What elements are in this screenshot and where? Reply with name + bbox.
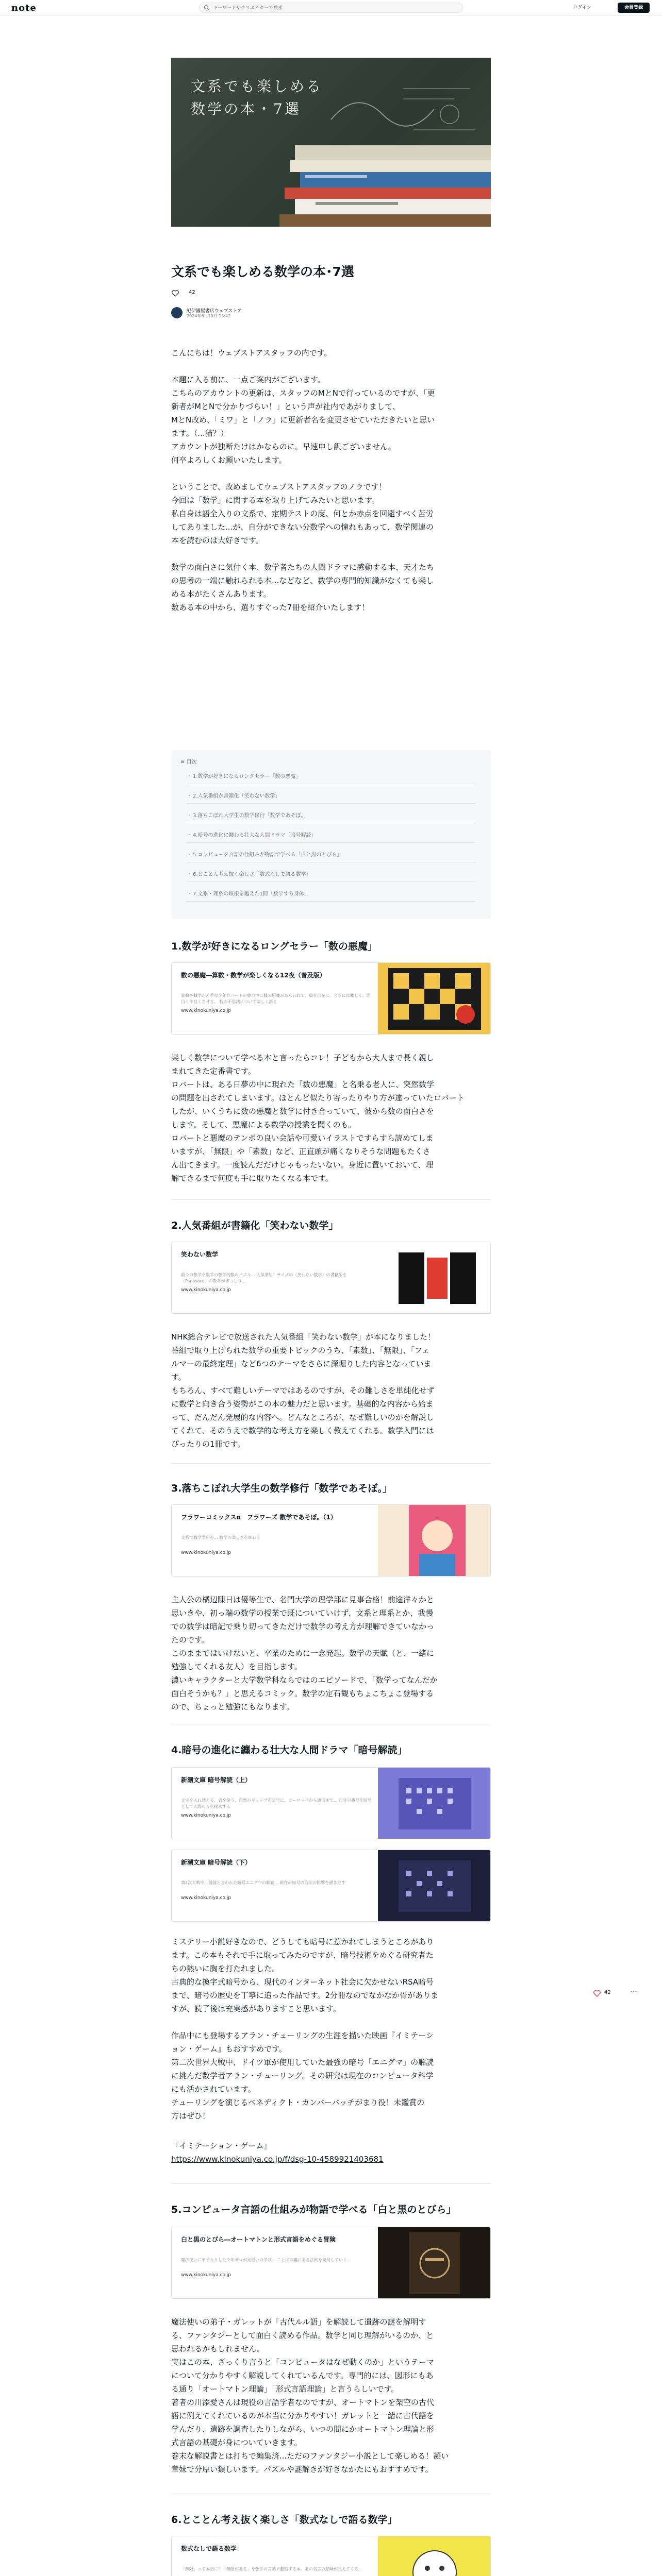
card-domain: www.kinokuniya.co.jp xyxy=(181,1895,231,1901)
text-line: ます。この本もそれで手に取ってみたのですが、暗号技術をめぐる研究者た xyxy=(171,1951,434,1960)
book-cover-image xyxy=(378,1768,491,1839)
book-cover-image xyxy=(378,1242,491,1314)
card-title[interactable]: 白と黒のとびら―オートマトンと形式言語をめぐる冒険 xyxy=(181,2236,336,2243)
hero-title-line2: 数学の本・7選 xyxy=(191,100,301,117)
text-line: ロバートと悪魔のテンポの良い会話や可愛いイラストですらすら読めてしま xyxy=(171,1133,434,1143)
hero-title-line1: 文系でも楽しめる xyxy=(191,78,323,95)
text-line: まで、暗号の歴史を丁寧に追った作品です。2分冊なのでなかなか骨がありま xyxy=(171,1991,439,2000)
text-line: ます。（...猫？） xyxy=(171,429,228,438)
book-link-card[interactable] xyxy=(171,1242,491,1314)
heart-icon[interactable] xyxy=(593,1989,601,1997)
text-line: る、ファンタジーとして面白く読める作品。数学と同じ理解がいるのか、と xyxy=(171,2331,434,2340)
like-count: 42 xyxy=(604,1990,611,1995)
text-line: 何卒よろしくお願いいたします。 xyxy=(171,455,287,465)
book-link-card[interactable] xyxy=(171,2227,491,2299)
text-line: 語に例えてくれているのが本当に分かりやすい！ガレットと一緒に古代語を xyxy=(171,2411,434,2420)
movie-link[interactable]: https://www.kinokuniya.co.jp/f/dsg-10-4589921403681 xyxy=(171,2155,384,2164)
toc-item[interactable]: ・ 4.暗号の進化に纏わる壮大な人間ドラマ「暗号解読」 xyxy=(187,829,475,843)
card-description: 魔法使いに弟子入りした少年ガロが見習いの学び... ことばの裏にある法則を発見していく... xyxy=(181,2258,351,2262)
text-line: にも活かされています。 xyxy=(171,2084,256,2094)
section-body-1 xyxy=(171,1051,491,1185)
text-line: 学んだり、遺跡を調査したりしながら、いつの間にかオートマトン理論と形 xyxy=(171,2425,435,2434)
post-date: 2024年6月10日 13:42 xyxy=(187,314,231,318)
text-line: チューリングを演じるベネディクト・カンバーバッチがまり役！未鑑賞の xyxy=(171,2098,425,2107)
text-line: もちろん、すべて難しいテーマではあるのですが、その難しさを単純化せず xyxy=(171,1386,435,1395)
divider xyxy=(171,2183,491,2184)
text-line: る通り「オートマトン理論」「形式言語理論」と言うらしいです。 xyxy=(171,2384,399,2394)
text-line: ョン・ゲーム』もおすすめです。 xyxy=(171,2044,287,2054)
movie-title: 『イミテーション・ゲーム』 xyxy=(171,2141,272,2150)
text-line: 章妹で分厚い類しいます。パズルや謎解きが好きなかたにもおすすめです。 xyxy=(171,2465,433,2474)
text-line xyxy=(171,547,491,561)
card-description: 最小の数学を数学の数学的数のパズル... 人気番組！サイズの〈笑わない数学〉の書籍版を〈Panasaco〉の数学がぎっしり... xyxy=(181,1273,347,1283)
chalk-formula-graphic xyxy=(326,78,481,140)
divider xyxy=(171,1199,491,1200)
text-line: 解できるまで何度も手に取りたくなる本です。 xyxy=(171,1174,333,1183)
text-line: てくれて、そのうえで数学的な考え方を楽しく教えてくれる。数学入門には xyxy=(171,1426,434,1435)
text-line: このままではいけないと、卒業のために一念発起。数学の天賦（と、一緒に xyxy=(171,1649,435,1658)
text-line: の思考の一端に触れられる本...などなど、数学の専門的知識がなくても楽し xyxy=(171,576,434,585)
text-line: 本題に入る前に、一点ご案内がございます。 xyxy=(171,375,325,384)
text-line: してありました...が、自分ができない分数学への憧れもあって、数学関連の xyxy=(171,522,434,532)
book-cover-image xyxy=(378,1505,491,1577)
text-line: たのです。 xyxy=(171,1635,209,1645)
login-button[interactable]: ログイン xyxy=(573,5,591,10)
text-line xyxy=(171,360,491,373)
text-line: NHK総合テレビで放送された人気番組「笑わない数学」が本になりました！ xyxy=(171,1332,436,1342)
toc-item[interactable]: ・ 2.人気番組が書籍化「笑わない数学」 xyxy=(187,790,475,804)
text-line: アカウントが独断たけはかならのに。早速申し訳ございません。 xyxy=(171,442,396,451)
text-line: します。そして、悪魔による数学の授業を聞くのも。 xyxy=(171,1120,356,1129)
heart-icon[interactable] xyxy=(171,289,179,297)
text-line: 勉強してくれる友人）を目指します。 xyxy=(171,1662,302,1671)
card-description: 文系で数学学科を... 数学の楽しさを味わう xyxy=(181,1535,261,1540)
text-line: まれてきた定番書です。 xyxy=(171,1066,256,1076)
text-line: に挑んだ数学者アラン・チューリング。その研究は現在のコンピュータ科学 xyxy=(171,2071,434,2080)
text-line: 方はぜひ！ xyxy=(171,2111,210,2121)
text-line: MとN改め、「ミワ」と「ノラ」に更新者名を変更させていただきたいと思い xyxy=(171,415,435,425)
text-line: での数学は暗記で乗り切ってきただけで数学の考え方が理解できていなかっ xyxy=(171,1622,435,1631)
card-description: 文字を入れ替える、表を使う、自然のギャップを暗号に、ヨーロッパから通信まで... 自分の番号を暗号として人間の方を探求する xyxy=(181,1798,372,1809)
book-link-card[interactable] xyxy=(171,1850,491,1922)
avatar[interactable] xyxy=(171,307,183,318)
signup-button[interactable]: 会員登録 xyxy=(618,3,650,13)
toc-item[interactable]: ・ 1.数学が好きになるロングセラー「数の悪魔」 xyxy=(187,771,475,784)
section-heading-3: 3.落ちこぼれ大学生の数学修行「数学であそぼ。」 xyxy=(171,1483,392,1494)
toc-item[interactable]: ・ 5.コンピュータ言語の仕組みが物語で学べる「白と黒のとびら」 xyxy=(187,849,475,862)
book-cover-image xyxy=(378,1850,491,1922)
text-line: って、だんだん発展的な内容へ。どんなところが、なぜ難しいのかを解説し xyxy=(171,1413,434,1422)
text-line: ルマーの最終定理」など6つのテーマをさらに深堀りした内容となっていま xyxy=(171,1359,432,1368)
stacked-books-graphic xyxy=(274,135,491,227)
article-title: 文系でも楽しめる数学の本･7選 xyxy=(171,264,354,279)
book-link-card[interactable] xyxy=(171,2536,491,2576)
text-line: 古典的な換字式暗号から、現代のインターネット社会に欠かせないRSA暗号 xyxy=(171,1977,434,1987)
card-title[interactable]: 数の悪魔―算数・数学が楽しくなる12夜（普及版） xyxy=(181,972,326,979)
author-name[interactable]: 紀伊國屋書店ウェブストア xyxy=(187,309,242,314)
hero-image xyxy=(171,58,491,227)
text-line: 思われるかもしれません。 xyxy=(171,2344,264,2353)
text-line: すが、読了後は充実感がありますこと思います。 xyxy=(171,2004,341,2013)
text-line: 実はこの本、ざっくり言うと「コンピュータはなぜ動くのか」というテーマ xyxy=(171,2358,435,2367)
search-input[interactable] xyxy=(213,4,455,12)
section-body-4 xyxy=(171,1935,491,2123)
like-count: 42 xyxy=(189,290,195,295)
text-line: 新者がMとNで分かりづらい！」という声が社内であがりまして、 xyxy=(171,402,400,411)
more-icon[interactable]: ⋯ xyxy=(630,1988,637,1996)
card-domain: www.kinokuniya.co.jp xyxy=(181,1550,231,1555)
card-title[interactable]: 新潮文庫 暗号解読（下） xyxy=(181,1859,252,1866)
card-title[interactable]: 笑わない数学 xyxy=(181,1251,219,1258)
text-line: 思いきや、初っ端の数学の授業で既についていけず、文系と理系とか、我慢 xyxy=(171,1608,434,1618)
table-of-contents xyxy=(171,750,491,919)
section-heading-5: 5.コンピュータ言語の仕組みが物語で学べる「白と黒のとびら」 xyxy=(171,2204,456,2215)
card-description: 第2次大戦中、最強と言われた暗号エニグマの解読... 現在の暗号の方法の影響を描きだす xyxy=(181,1880,346,1885)
text-line: 巻末な解説書とは打ちで編集済...ただのファンタジー小説として楽しめる！凝い xyxy=(171,2451,449,2461)
divider xyxy=(171,1463,491,1464)
text-line: 面白そうかも？」と思えるコミック。数学の定石観もちょこちょこ登場する xyxy=(171,1689,434,1698)
toc-heading: ≡ 目次 xyxy=(180,759,197,765)
card-title[interactable]: 新潮文庫 暗号解読（上） xyxy=(181,1776,252,1784)
text-line: ん出てきます。一度読んだだけじゃもったいない。身近に置いておいて、理 xyxy=(171,1160,434,1170)
text-line: ので、ちょっと勉強にもなります。 xyxy=(171,1702,294,1711)
book-cover-image xyxy=(378,2536,491,2576)
section-heading-4: 4.暗号の進化に纏わる壮大な人間ドラマ「暗号解読」 xyxy=(171,1744,407,1756)
floating-like-bar xyxy=(593,1989,650,1999)
card-title[interactable]: フラワーコミックスα フラワーズ 数学であそぼ。（1） xyxy=(181,1514,337,1521)
text-line: 作品中にも登場するアラン・チューリングの生涯を描いた映画『イミテーシ xyxy=(171,2031,434,2040)
card-description: 「無限」って本当に？「無限がある」を数学の言葉で整理する本。あの名言の意味が見えてくる... xyxy=(181,2567,362,2571)
text-line: 第二次世界大戦中、ドイツ軍が使用していた最強の暗号「エニグマ」の解読 xyxy=(171,2058,434,2067)
text-line: 数ある本の中から、選りすぐった7冊を紹介いたします！ xyxy=(171,603,370,612)
card-domain: www.kinokuniya.co.jp xyxy=(181,2273,231,2278)
text-line: ぴったりの1冊です。 xyxy=(171,1439,245,1449)
book-link-card[interactable] xyxy=(171,1767,491,1839)
text-line: ミステリー小説好きなので、どうしても暗号に惹かれてしまうところがあり xyxy=(171,1937,434,1946)
card-domain: www.kinokuniya.co.jp xyxy=(181,1813,231,1818)
section-body-2 xyxy=(171,1330,491,1451)
author-block[interactable] xyxy=(171,307,491,323)
like-row xyxy=(171,289,491,299)
text-line: す。 xyxy=(171,1372,186,1382)
card-domain: www.kinokuniya.co.jp xyxy=(181,1008,231,1013)
toc-item[interactable]: ・ 7.文系・理系の垣根を越えた1冊「数学する身体」 xyxy=(187,888,475,902)
text-line: について分かりやすく解説してくれているんです。専門的には、図形にもあ xyxy=(171,2371,434,2380)
book-cover-image xyxy=(378,2227,491,2299)
text-line: 魔法使いの弟子・ガレットが「古代ルル語」を解読して遺跡の謎を解明す xyxy=(171,2317,426,2327)
toc-item[interactable]: ・ 3.落ちこぼれ大学生の数学修行「数学であそぼ。」 xyxy=(187,810,475,823)
top-bar xyxy=(0,0,662,15)
note-logo[interactable]: note xyxy=(11,3,37,13)
text-line: したが、いくうちに数の悪魔と数学に付き合っていて、彼から数の面白さを xyxy=(171,1107,434,1116)
section-heading-6: 6.とことん考え抜く楽しさ「数式なしで語る数学」 xyxy=(171,2514,398,2526)
book-link-card[interactable] xyxy=(171,962,491,1035)
text-line: 式言語の基礎が身についていきます。 xyxy=(171,2438,302,2447)
section-heading-2: 2.人気番組が書籍化「笑わない数学」 xyxy=(171,1220,339,1231)
text-line: ちの熱いに胸を打たれました。 xyxy=(171,1964,280,1973)
text-line xyxy=(171,2015,491,2029)
text-line: ロバートは、ある日夢の中に現れた「数の悪魔」と名乗る老人に、突然数学 xyxy=(171,1080,435,1089)
book-link-card[interactable] xyxy=(171,1504,491,1577)
text-line: いますが、「無限」や「素数」など、正直頭が痛くなりそうな問題もたくさ xyxy=(171,1147,431,1156)
text-line: 数学の面白さに気付く本、数学者たちの人間ドラマに感動する本、天才たち xyxy=(171,563,435,572)
text-line: める本がたくさんあります。 xyxy=(171,589,271,599)
text-line: 濃いキャラクターと大学数学科ならではのエピソードで、「数学ってなんだか xyxy=(171,1675,438,1685)
section-body-5 xyxy=(171,2315,491,2476)
text-line: 番組で取り上げられた数学の重要トピックのうち、「素数」、「無限」、「フェ xyxy=(171,1346,430,1355)
search-box[interactable] xyxy=(199,3,463,13)
search-icon xyxy=(204,5,210,11)
text-line: 私自身は語全入りの文系で、定期テストの度、何とか赤点を回避すべく苦労 xyxy=(171,509,434,518)
toc-item[interactable]: ・ 6.とことん考え抜く楽しさ「数式なしで語る数学」 xyxy=(187,869,475,882)
text-line: 今回は「数学」に関する本を取り上げてみたいと思います。 xyxy=(171,496,379,505)
text-line: こんにちは！ウェブストアスタッフの内です。 xyxy=(171,348,332,358)
text-line: 本を読むのは大好きです。 xyxy=(171,536,263,545)
text-line: の問題を出されてしまいます。ほとんど似たり寄ったりやり方が違っていたロバート xyxy=(171,1093,465,1103)
section-body-3 xyxy=(171,1593,491,1714)
book-cover-image xyxy=(378,963,491,1035)
text-line xyxy=(171,467,491,480)
card-description: 算数や数学が苦手な少年ロバートの夢の中に数の悪魔があらわれて、数を自在に、ときには難しく、面白く仲良くさせる。 数の不思議について楽しく語る xyxy=(181,993,371,1004)
text-line: 主人公の橘辺陳日は優等生で、名門大学の理学部に見事合格！前途洋々かと xyxy=(171,1595,434,1604)
text-line: 著者の川添愛さんは現役の言語学者なのですが、オートマトンを架空の古代 xyxy=(171,2398,435,2407)
intro-text xyxy=(171,346,491,614)
text-line: に数学と向き合う姿勢がこの本の魅力だと思います。基礎的な内容から始ま xyxy=(171,1399,434,1409)
card-domain: www.kinokuniya.co.jp xyxy=(181,1287,231,1293)
text-line: 楽しく数学について学べる本と言ったらコレ！子どもから大人まで長く親し xyxy=(171,1053,434,1062)
card-title[interactable]: 数式なしで語る数学 xyxy=(181,2545,237,2552)
text-line: ということで、改めましてウェブストアスタッフのノラです！ xyxy=(171,482,387,492)
section-heading-1: 1.数学が好きになるロングセラー「数の悪魔」 xyxy=(171,941,378,952)
text-line: こちらのアカウントの更新は、スタッフのMとNで行っているのですが、「更 xyxy=(171,388,435,398)
